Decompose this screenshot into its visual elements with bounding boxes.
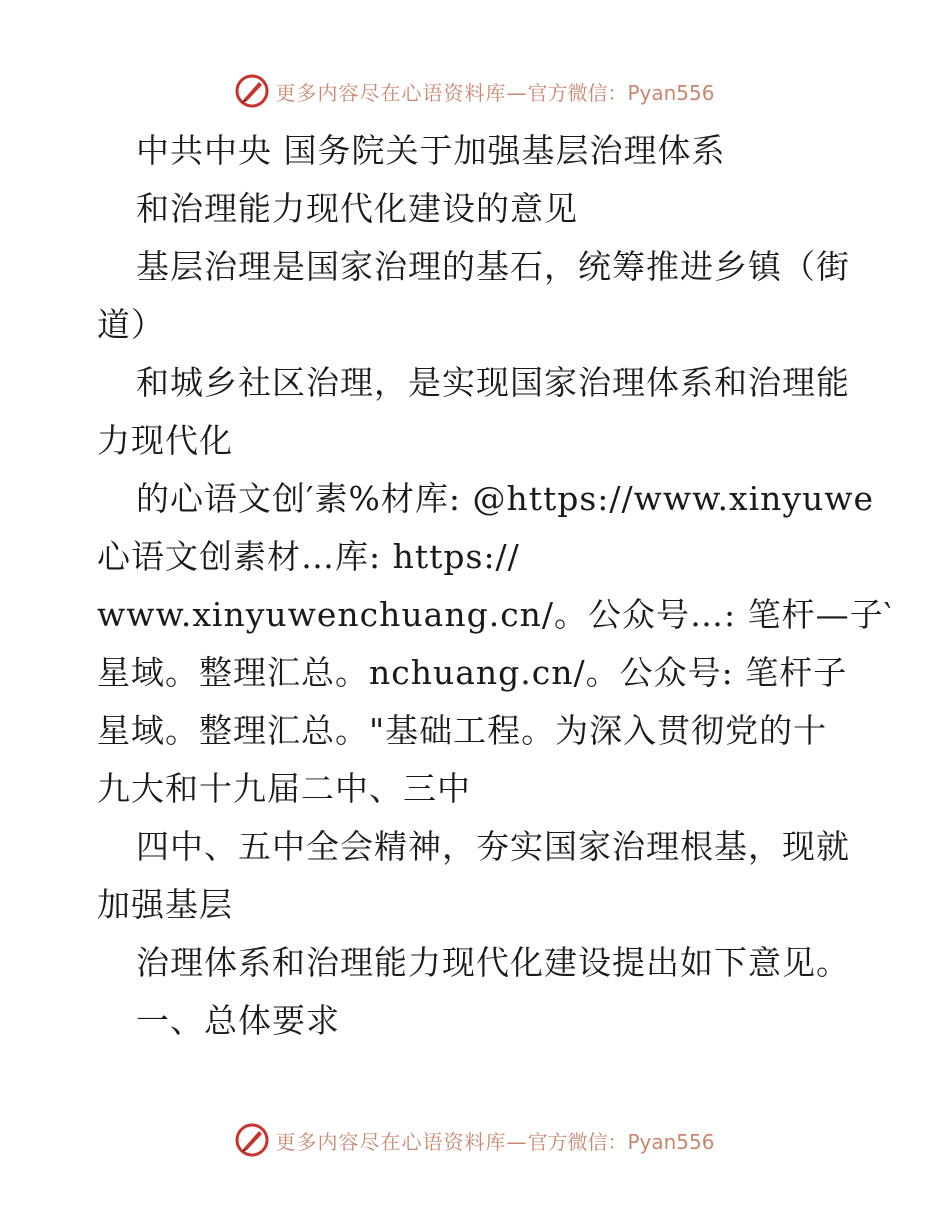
paragraph-line: 力现代化 (97, 421, 233, 460)
banner-wechat: 官方微信：Pyan556 (527, 1129, 715, 1154)
paragraph-line: 和城乡社区治理，是实现国家治理体系和治理能 (136, 363, 850, 402)
footer-banner (0, 1120, 950, 1160)
paragraph-line: 九大和十九届二中、三中 (97, 769, 471, 808)
red-quill-logo-icon (235, 74, 269, 108)
document-body (97, 122, 893, 1050)
paragraph-line: www.xinyuwenchuang.cn/。公众号…: 笔杆—子‵ (97, 595, 893, 634)
paragraph-line: 治理体系和治理能力现代化建设提出如下意见。 (136, 943, 850, 982)
paragraph-line: 四中、五中全会精神，夯实国家治理根基，现就 (136, 827, 850, 866)
paragraph-line: 的心语文创′素%材库: @https://www.xinyuwe (136, 479, 875, 518)
section-heading: 一、总体要求 (136, 1001, 340, 1040)
paragraph-line: 星域。整理汇总。"基础工程。为深入贯彻党的十 (97, 711, 828, 750)
red-quill-logo-icon (235, 1123, 269, 1157)
title-line-1: 中共中央 国务院关于加强基层治理体系 (136, 131, 726, 170)
banner-text: 更多内容尽在心语资料库— (275, 80, 528, 105)
banner-text: 更多内容尽在心语资料库— (275, 1129, 528, 1154)
title-line-2: 和治理能力现代化建设的意见 (136, 189, 578, 228)
paragraph-line: 加强基层 (97, 885, 233, 924)
paragraph-line: 基层治理是国家治理的基石，统筹推进乡镇（街 (136, 247, 850, 286)
paragraph-line: 星域。整理汇总。nchuang.cn/。公众号: 笔杆子 (97, 653, 848, 692)
paragraph-line: 心语文创素材…库: https:// (97, 537, 520, 576)
paragraph-line: 道） (97, 305, 165, 344)
header-banner (0, 71, 950, 111)
banner-wechat: 官方微信：Pyan556 (527, 80, 715, 105)
